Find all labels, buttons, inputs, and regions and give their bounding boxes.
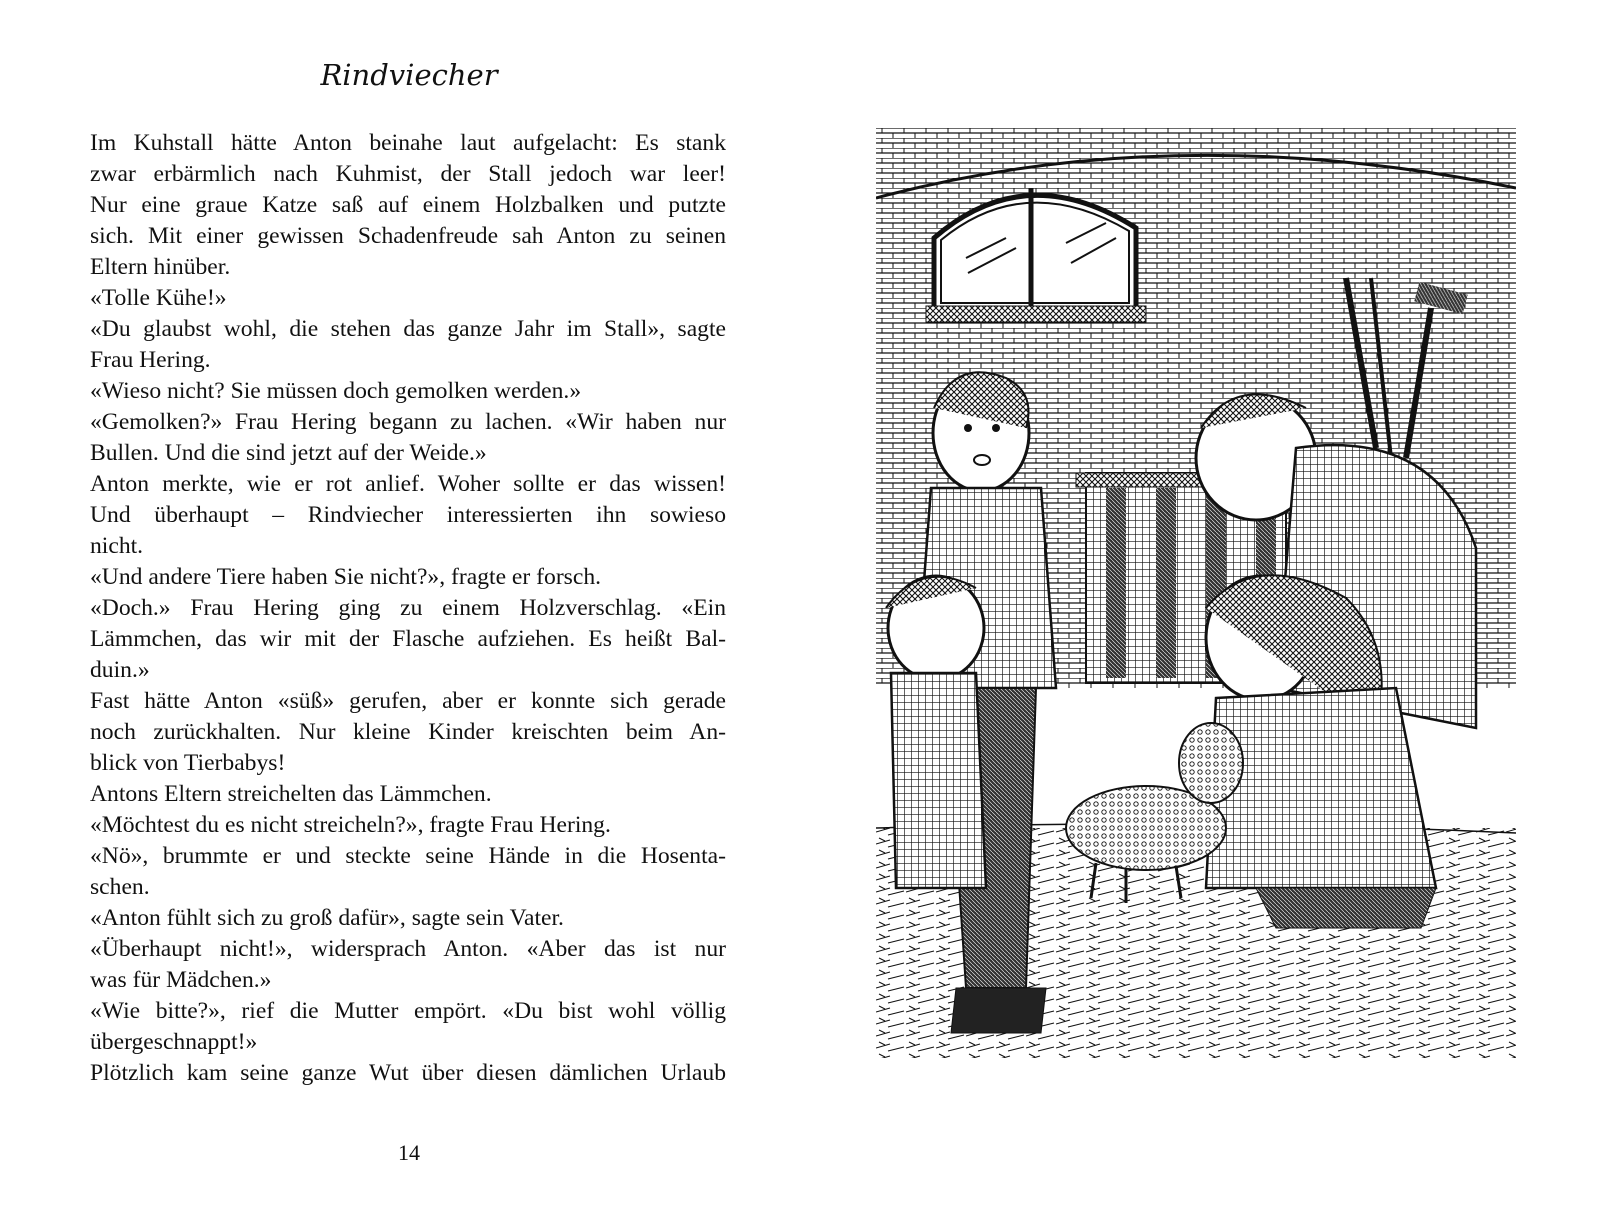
- chapter-title: Rindviecher: [320, 58, 498, 92]
- page-number: 14: [398, 1140, 420, 1165]
- text-line: Fast hätte Anton «süß» gerufen, aber er konnte sich gerade: [90, 688, 726, 714]
- text-line: sich. Mit einer gewissen Schadenfreude sah Anton zu seinen: [90, 223, 726, 249]
- text-line: Nur eine graue Katze saß auf einem Holzbalken und putzte: [90, 192, 726, 218]
- text-line: «Doch.» Frau Hering ging zu einem Holzverschlag. «Ein: [90, 595, 726, 621]
- text-line: übergeschnappt!»: [90, 1029, 258, 1055]
- text-line: Im Kuhstall hätte Anton beinahe laut aufgelacht: Es stank: [90, 130, 726, 156]
- text-line: «Wieso nicht? Sie müssen doch gemolken werden.»: [90, 378, 582, 404]
- text-line: «Überhaupt nicht!», widersprach Anton. «Aber das ist nur: [90, 936, 726, 962]
- text-line: was für Mädchen.»: [90, 967, 272, 993]
- barn-illustration: [876, 128, 1516, 1072]
- text-line: Frau Hering.: [90, 347, 211, 373]
- text-line: «Möchtest du es nicht streicheln?», fragte Frau Hering.: [90, 812, 611, 838]
- text-line: Eltern hinüber.: [90, 254, 231, 280]
- text-line: «Anton fühlt sich zu groß dafür», sagte sein Vater.: [90, 905, 564, 931]
- text-line: «Du glaubst wohl, die stehen das ganze Jahr im Stall», sagte: [90, 316, 726, 342]
- text-line: «Gemolken?» Frau Hering begann zu lachen. «Wir haben nur: [90, 409, 726, 435]
- text-line: Lämmchen, das wir mit der Flasche aufziehen. Es heißt Bal-: [90, 626, 726, 652]
- text-line: duin.»: [90, 657, 150, 683]
- text-line: zwar erbärmlich nach Kuhmist, der Stall jedoch war leer!: [90, 161, 726, 187]
- body-text: [90, 128, 726, 1089]
- text-line: Und überhaupt – Rindviecher interessierten ihn sowieso: [90, 502, 726, 528]
- small-child: [886, 576, 986, 888]
- text-line: Bullen. Und die sind jetzt auf der Weide.»: [90, 440, 487, 466]
- text-line: nicht.: [90, 533, 144, 559]
- text-line: schen.: [90, 874, 150, 900]
- text-line: «Und andere Tiere haben Sie nicht?», fragte er forsch.: [90, 564, 602, 590]
- text-line: Plötzlich kam seine ganze Wut über diesen dämlichen Urlaub: [90, 1060, 726, 1086]
- text-line: Antons Eltern streichelten das Lämmchen.: [90, 781, 492, 807]
- text-line: «Wie bitte?», rief die Mutter empört. «Du bist wohl völlig: [90, 998, 726, 1024]
- text-line: blick von Tierbabys!: [90, 750, 286, 776]
- text-line: Anton merkte, wie er rot anlief. Woher sollte er das wissen!: [90, 471, 726, 497]
- text-line: noch zurückhalten. Nur kleine Kinder kreischten beim An-: [90, 719, 726, 745]
- text-line: «Tolle Kühe!»: [90, 285, 227, 311]
- text-line: «Nö», brummte er und steckte seine Hände in die Hosenta-: [90, 843, 726, 869]
